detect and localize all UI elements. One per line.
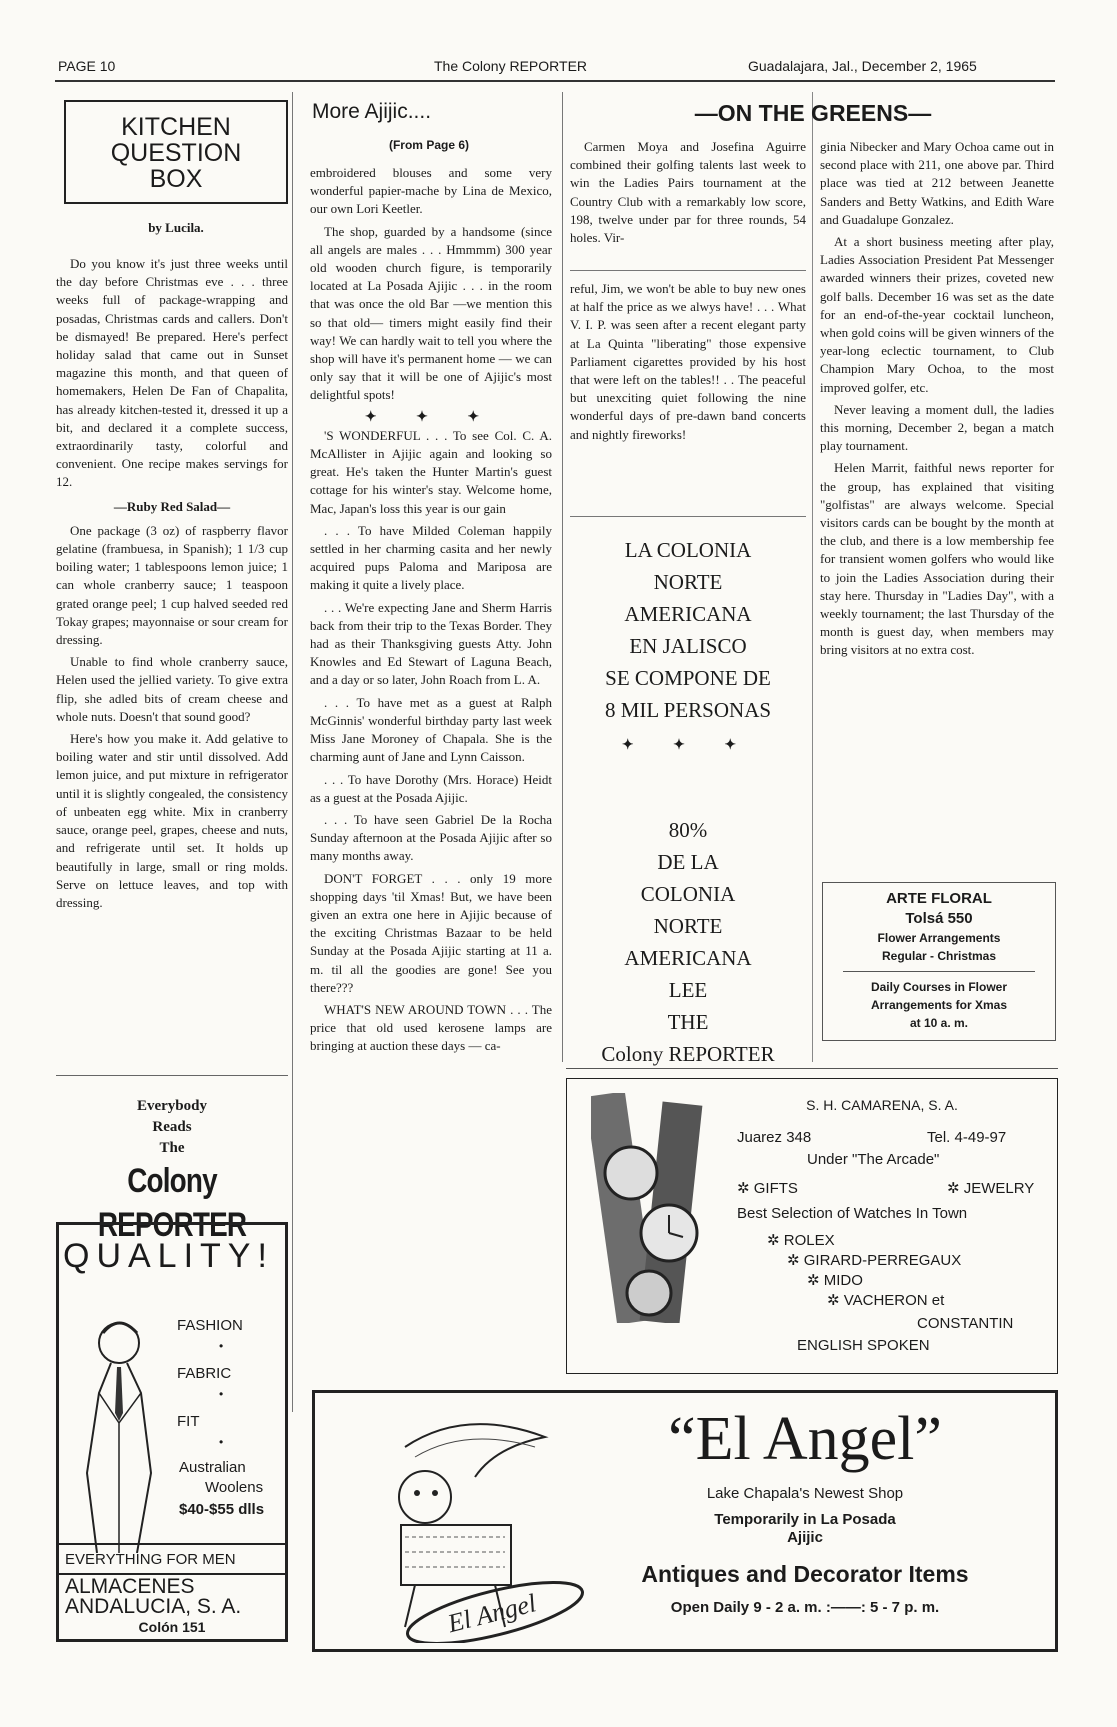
kitchen-title-line: KITCHEN — [121, 113, 231, 141]
colonia-line: 80% — [668, 818, 708, 842]
wonderful-paragraph: DON'T FORGET . . . only 19 more shopping days 'til Xmas! But, we have been given an extra one here in Ajijic because of the exciting Christmas Bazaar to be held Sunday at the Posada Ajijic starting at 11 a. m. til all the goodies are gone! See you there??? — [310, 870, 552, 995]
man-illustration-icon — [67, 1303, 163, 1563]
floral-line: Regular - Christmas — [881, 949, 997, 963]
divider — [566, 1068, 1058, 1069]
column-rule — [812, 92, 813, 1062]
quality-item: FASHION — [177, 1317, 243, 1334]
camarena-best: Best Selection of Watches In Town — [737, 1205, 968, 1222]
kitchen-article — [56, 255, 288, 916]
camarena-phone: Tel. 4-49-97 — [927, 1129, 1007, 1146]
kitchen-title-line: BOX — [149, 165, 203, 193]
wonderful-paragraph: . . . To have met as a guest at Ralph McGinnis' wonderful birthday party last week Miss Jane Moroney of Chapala. She is the charming aunt of Jane and Lynn Caisson. — [310, 694, 552, 765]
ajijic-cont-paragraph: reful, Jim, we won't be able to buy new ones at half the price as we alwys have! . . . What V. I. P. was seen after a recent elegant party at La Quinta "liberating" those expensive Parliament cigarettes provided by his host that were left on the tables!! . . The peaceful but unexciting quiet following the nine wonderful days of pre-dawn band concerts and nightly fireworks! — [570, 281, 806, 442]
ajijic-paragraph: The shop, guarded by a handsome (since all angels are males . . . Hmmmm) 300 year old wooden church figure, is temporarily located at La Posada Ajijic . . . in the room that was once the old Bar —we mention this so that old— timers might easily find their way! We can hardly wait to tell you where the shop will have it's permanent home — we can only say that it will be one of Ajijic's most delightful spots! — [310, 223, 552, 403]
angel-hours: Open Daily 9 - 2 a. m. :——: 5 - 7 p. m. — [670, 1599, 940, 1616]
colonia-line: LA COLONIA — [624, 538, 752, 562]
column-rule — [292, 92, 293, 1412]
masthead-rule — [55, 80, 1055, 82]
slogan: EVERYTHING FOR MEN — [65, 1551, 236, 1568]
bullet: • — [219, 1339, 224, 1353]
el-angel-ad — [312, 1390, 1058, 1652]
wonderful-paragraph: . . . To have seen Gabriel De la Rocha Sunday afternoon at the Posada Ajijic after so many months away. — [310, 811, 552, 864]
promo-line: Everybody — [136, 1098, 207, 1114]
wonderful-paragraph: . . . We're expecting Jane and Sherm Harris back from their trip to the Texas Border. They had as their Thanksgiving guests Atty. John Knowles and Ed Stewart of Laguna Beach, and a day or so later, John Roach from L. A. — [310, 599, 552, 688]
greens-paragraph: ginia Nibecker and Mary Ochoa came out in second place with 211, one above par. Third place was tied at 212 between Jeanette Sanders and Betty Watkins, and Edith Ware and Guadalupe Gonzalez. — [820, 139, 1054, 227]
colonia-line: COLONIA — [640, 882, 736, 906]
camarena-address: Juarez 348 — [737, 1129, 812, 1146]
camarena-spoken: ENGLISH SPOKEN — [797, 1337, 930, 1354]
promo-line: The — [159, 1140, 185, 1156]
floral-line: Flower Arrangements — [877, 931, 1001, 945]
camarena-constantin: CONSTANTIN — [917, 1315, 1014, 1332]
angel-title: “El Angel” — [668, 1405, 942, 1473]
greens-paragraph: Never leaving a moment dull, the ladies this morning, December 2, began a match play tournament. — [820, 401, 1054, 454]
colonia-line: DE LA — [657, 850, 719, 874]
greens-title: —ON THE GREENS— — [694, 100, 932, 126]
angel-line: Temporarily in La Posada — [714, 1511, 896, 1528]
price: $40-$55 dlls — [179, 1501, 265, 1518]
promo-line: Reads — [152, 1119, 192, 1135]
greens-paragraph: Carmen Moya and Josefina Aguirre combined their golfing talents last week to win the Ladies Pairs tournament at the Country Club with a remarkably low score, 198, twelve under par for three rounds, 54 holes. Vir- — [570, 139, 806, 246]
ajijic-from: (From Page 6) — [388, 138, 469, 152]
greens-article-left — [570, 138, 806, 251]
colonia-block — [566, 534, 810, 1070]
recipe-title: —Ruby Red Salad— — [113, 498, 231, 514]
wonderful-paragraph: 'S WONDERFUL . . . To see Col. C. A. McAllister in Ajijic again and looking so great. He's taken the Hunter Martin's guest cottage for his winter's stay. Welcome home, Mac, Japan's loss this year is our gain — [310, 427, 552, 516]
greens-paragraph: Helen Marrit, faithful news reporter for the group, has explained that visiting "golfistas" are always welcome. Special visitors cards can be bought by the month at the club, and there is a low membership fee for transient women golfers who would like to join the Ladies Association during their stay here. Thursday in "Ladies Day", with a weekly tournament; the last Thursday of the month is guest day, when members may bring visitors at no extra cost. — [820, 460, 1054, 658]
camarena-ad — [566, 1078, 1058, 1374]
kitchen-byline: by Lucila. — [148, 220, 204, 235]
store-name: ANDALUCIA, S. A. — [65, 1595, 242, 1618]
divider — [570, 516, 806, 517]
angel-logo-text: El Angel — [444, 1588, 539, 1639]
product-line: Australian — [179, 1459, 246, 1476]
colonia-line: EN JALISCO — [629, 634, 747, 658]
bullet: • — [219, 1387, 224, 1401]
kitchen-title-line: QUESTION — [110, 139, 242, 167]
floral-ad — [822, 882, 1056, 1041]
promo-logo: Colony REPORTER — [97, 1162, 247, 1244]
ajijic-continuation — [570, 280, 806, 448]
page-number: PAGE 10 — [58, 58, 116, 74]
paper-name: The Colony REPORTER — [434, 58, 588, 74]
dateline: Guadalajara, Jal., December 2, 1965 — [748, 58, 977, 74]
floral-title: ARTE FLORAL — [886, 890, 992, 907]
greens-article-right — [820, 138, 1054, 664]
column-rule — [562, 92, 563, 1062]
colonia-line: 8 MIL PERSONAS — [604, 698, 772, 722]
camarena-gifts: ✲ GIFTS — [737, 1180, 798, 1197]
ajijic-paragraph: embroidered blouses and some very wonderful papier-mache by Lina de Mexico, our own Lori Keetler. — [310, 165, 552, 217]
bullet: • — [219, 1435, 224, 1449]
brand-item: ✲ MIDO — [807, 1272, 863, 1289]
divider-ornament: ✦ ✦ ✦ — [621, 738, 755, 753]
store-name: ALMACENES — [65, 1575, 195, 1598]
quality-title: QUALITY! — [63, 1237, 274, 1275]
camarena-name: S. H. CAMARENA, S. A. — [806, 1097, 958, 1113]
angel-line: Lake Chapala's Newest Shop — [706, 1485, 904, 1502]
quality-item: FABRIC — [177, 1365, 232, 1382]
watches-illustration-icon — [591, 1093, 711, 1323]
floral-line: Daily Courses in Flower — [870, 980, 1008, 994]
colonia-line: NORTE — [653, 570, 723, 594]
brand-item: ✲ GIRARD-PERREGAUX — [787, 1252, 962, 1269]
angel-line: Ajijic — [787, 1529, 823, 1546]
store-address: Colón 151 — [138, 1619, 206, 1635]
floral-line: Arrangements for Xmas — [870, 998, 1008, 1012]
camarena-under: Under "The Arcade" — [807, 1151, 940, 1168]
camarena-jewelry: ✲ JEWELRY — [947, 1180, 1035, 1197]
divider-ornament: ✦ ✦ ✦ — [364, 409, 498, 425]
greens-paragraph: At a short business meeting after play, Ladies Association President Pat Messenger awarded winners their prizes, coveted new golf balls. December 16 was set as the date for an end-of-the-year cocktail luncheon, when gold coins will be given winners of the year-long eclectic tournament, to Club Champion Mary Ochoa, to the most improved golfer, etc. — [820, 234, 1054, 395]
product-line: Woolens — [205, 1479, 264, 1496]
angel-line: Antiques and Decorator Items — [641, 1561, 969, 1587]
wonderful-paragraph: WHAT'S NEW AROUND TOWN . . . The price that old used kerosene lamps are bringing at auction these days — ca- — [310, 1001, 552, 1054]
camarena-brands — [767, 1231, 961, 1311]
colonia-line: NORTE — [653, 914, 723, 938]
divider — [570, 270, 806, 271]
colonia-line: AMERICANA — [624, 946, 752, 970]
kitchen-paragraph: Do you know it's just three weeks until the day before Christmas eve . . . three weeks full of package-wrapping and posadas, Christmas cards and callers. Don't be dismayed! Be prepared. Here's perfect holiday salad that came out in Sunset magazine this month, and that queen of homemakers, Helen De Fan of Chapalita, has already kitchen-tested it, dressed it up a bit, and declared it a complete success, extraordinarily tasty, colorful and convenient. One recipe makes servings for 12. — [56, 256, 288, 490]
ajijic-title: More Ajijic.... — [312, 100, 432, 123]
colonia-line: LEE — [668, 978, 708, 1002]
colonia-line: Colony REPORTER — [601, 1042, 775, 1066]
wonderful-paragraph: . . . To have Milded Coleman happily settled in her charming casita and her newly acquired pups Paloma and Mariposa are making it quite a lively place. — [310, 522, 552, 593]
angel-illustration-icon — [345, 1407, 585, 1643]
quality-ad — [56, 1222, 288, 1642]
recipe-paragraph: Here's how you make it. Add gelative to boiling water and stir until dissolved. Add lemon juice, and put mixture in refrigerator until it is slightly congealed, the consistency of unbeaten egg white. Mix in cranberry sauce, orange peel, grapes, cheese and nuts, and refrigerate until set. It holds up beautifully in large, small or ring molds. Serve on lettuce leaves, and top with dressing. — [56, 731, 288, 910]
colonia-line: THE — [667, 1010, 709, 1034]
recipe-paragraph: One package (3 oz) of raspberry flavor gelatine (frambuesa, in Spanish); 1 1/3 cup boiling water; 1 tablespoons lemon juice; 1 can whole cranberry sauce; 1 teaspoon grated orange peel; 1 cup halved seeded red Tokay grapes; mayonnaise or sour cream for dressing. — [56, 522, 288, 648]
floral-address: Tolsá 550 — [905, 910, 973, 927]
floral-line: at 10 a. m. — [909, 1016, 969, 1030]
colonia-line: AMERICANA — [624, 602, 752, 626]
brand-item: ✲ VACHERON et — [827, 1292, 945, 1309]
brand-item: ✲ ROLEX — [767, 1232, 835, 1249]
quality-item: FIT — [177, 1413, 200, 1430]
divider — [56, 1075, 288, 1076]
colonia-line: SE COMPONE DE — [605, 666, 771, 690]
wonderful-paragraph: . . . To have Dorothy (Mrs. Horace) Heidt as a guest at the Posada Ajijic. — [310, 771, 552, 805]
recipe-paragraph: Unable to find whole cranberry sauce, Helen used the jellied variety. To give extra flip, she adled bits of cream cheese and whole nuts. Doesn't that sound good? — [56, 654, 288, 724]
kitchen-title-box — [64, 100, 288, 204]
ajijic-article — [310, 164, 552, 1060]
